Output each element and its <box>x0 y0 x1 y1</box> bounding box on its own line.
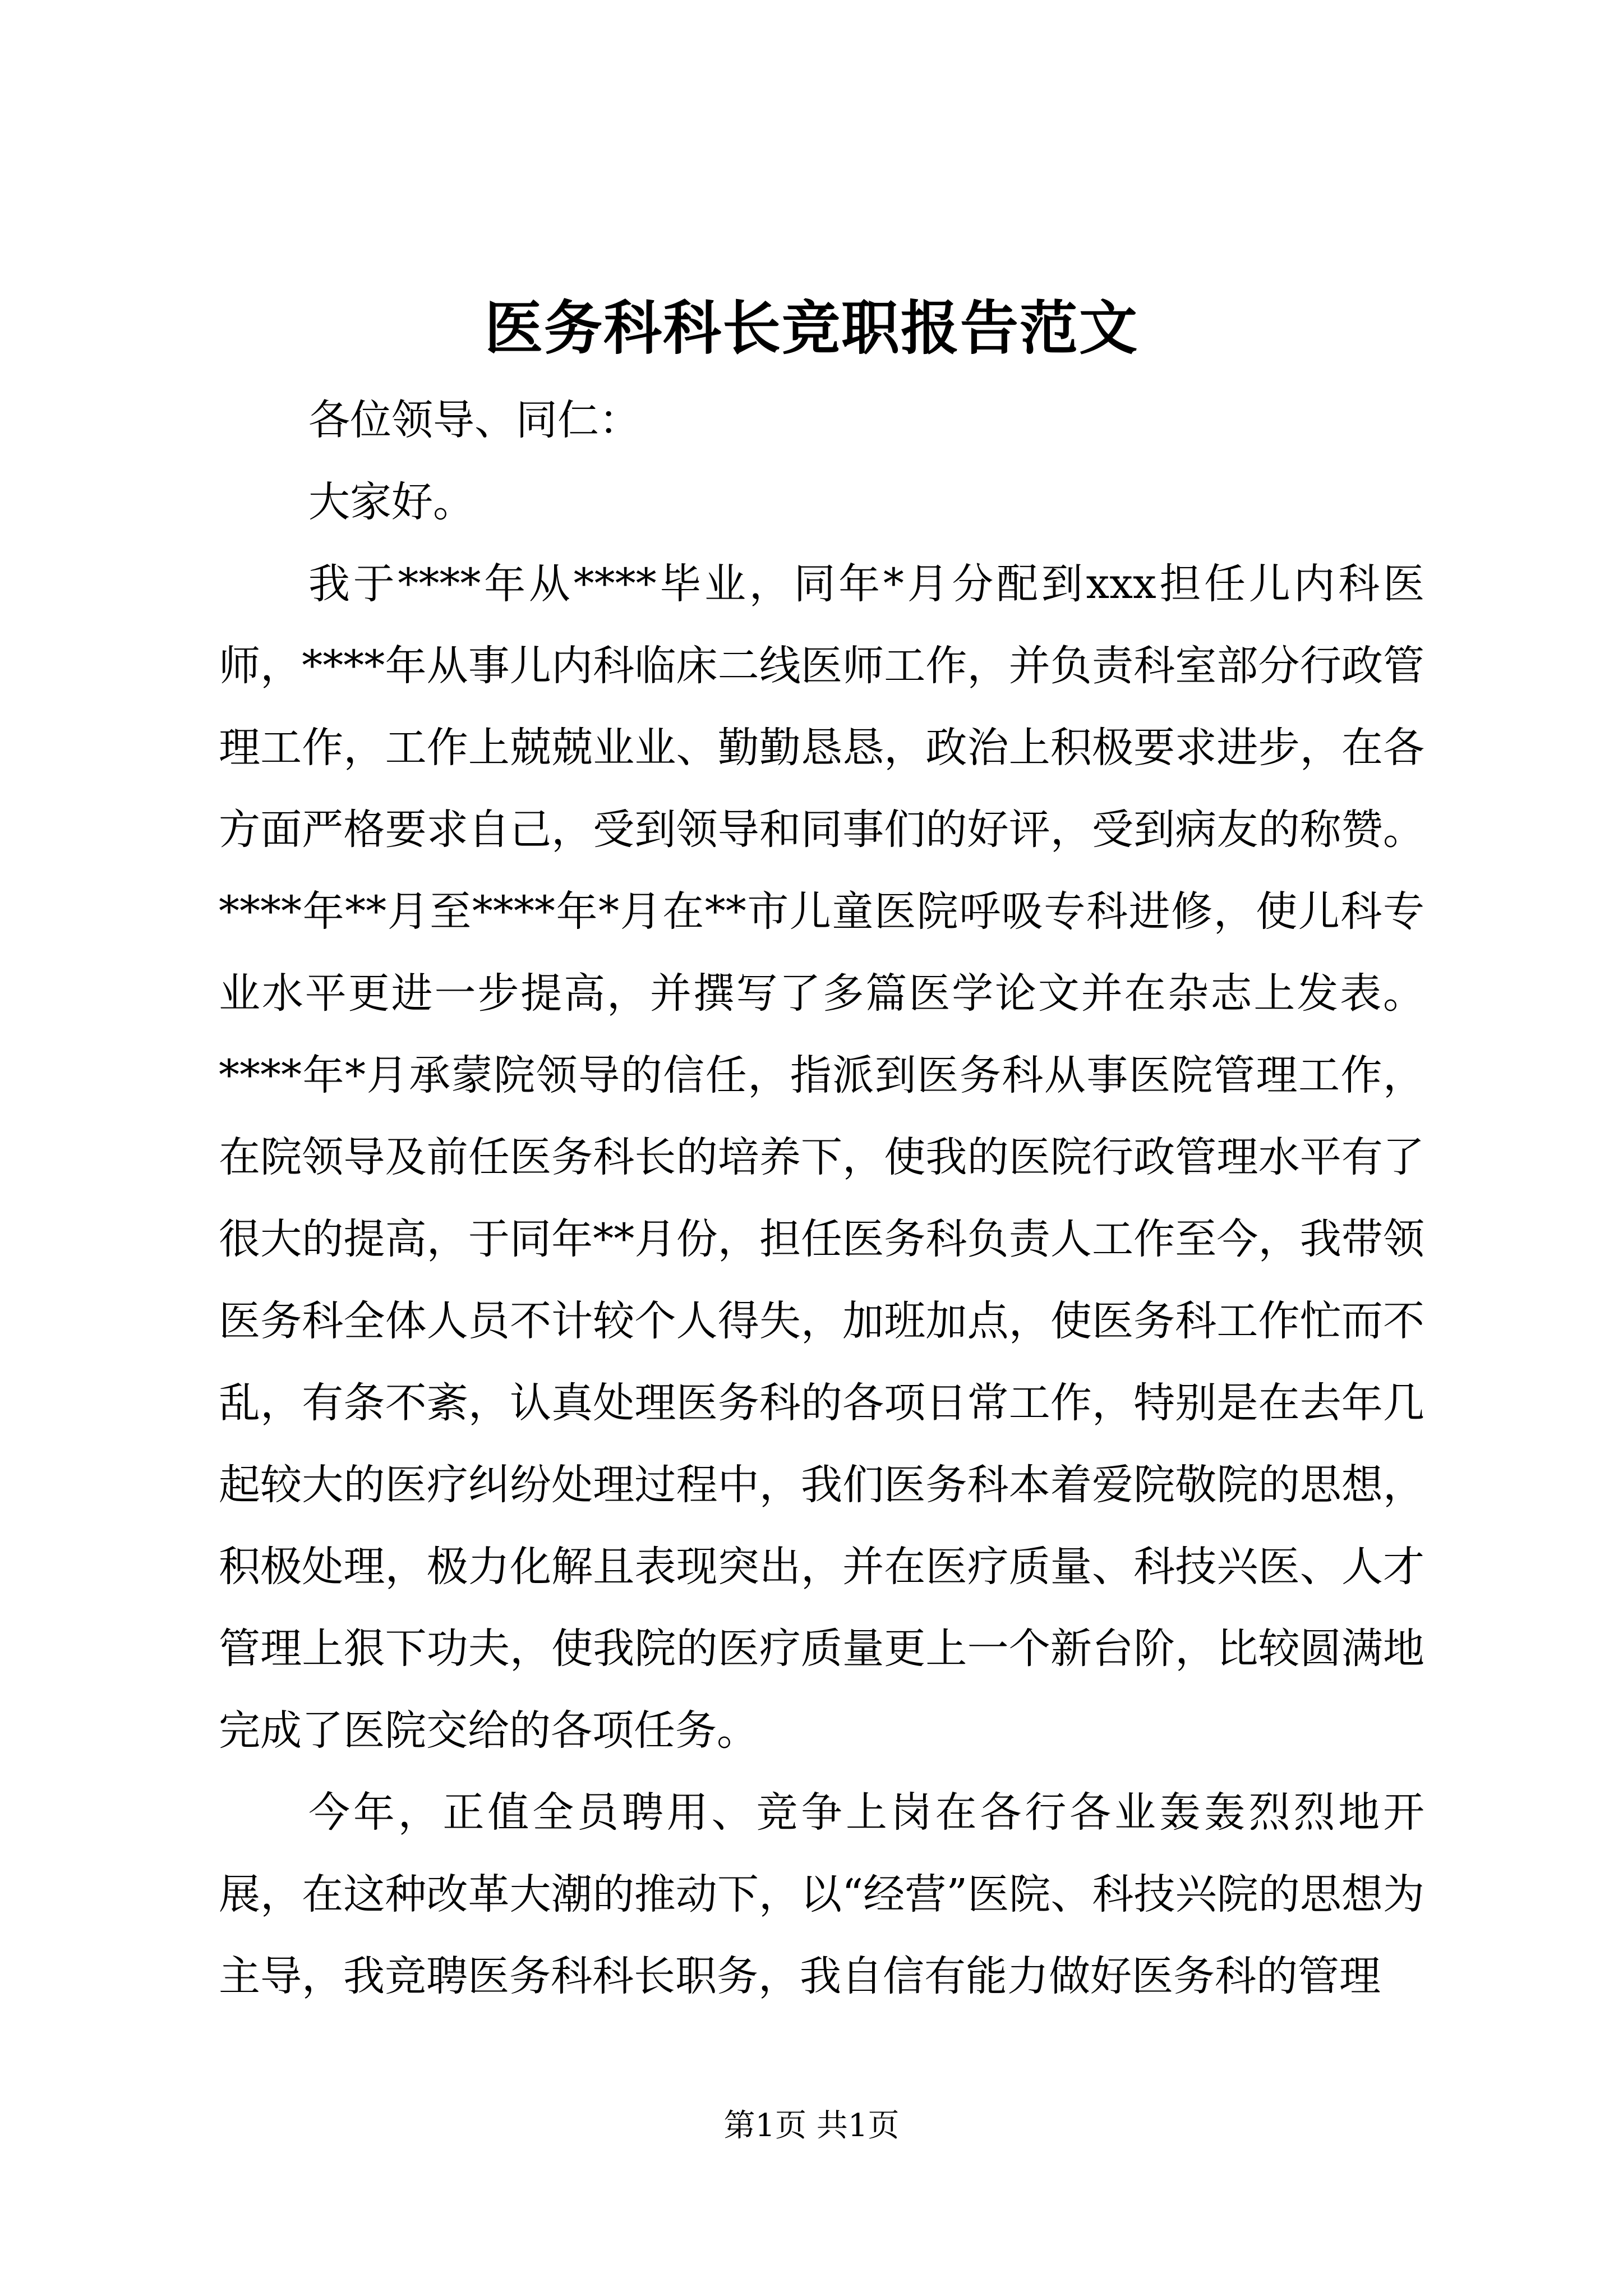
paragraph-salutation: 各位领导、同仁： <box>308 396 640 444</box>
paragraph-greeting: 大家好。 <box>308 478 474 526</box>
document-title: 医务科科长竞职报告范文 <box>484 293 1138 362</box>
paragraph-experience: 我于****年从****毕业，同年*月分配到xxx担任儿内科医师，****年从事儿内科临床二线医师工作，并负责科室部分行政管理工作，工作上兢兢业业、勤勤恳恳，政治上积极要求进步，在各方面严格要求自己，受到领导和同事们的好评，受到病友的称赞。****年**月至****年*月在**市儿童医院呼吸专科进修，使儿科专业水平更进一步提高，并撰写了多篇医学论文并在杂志上发表。****年*月承蒙院领导的信任，指派到医务科从事医院管理工作，在院领导及前任医务科长的培养下，使我的医院行政管理水平有了很大的提高，于同年**月份，担任医务科负责人工作至今，我带领医务科全体人员不计较个人得失，加班加点，使医务科工作忙而不乱，有条不紊，认真处理医务科的各项日常工作，特别是在去年几起较大的医疗纠纷处理过程中，我们医务科本着爱院敬院的思想，积极处理，极力化解且表现突出，并在医疗质量、科技兴医、人才管理上狠下功夫，使我院的医疗质量更上一个新台阶，比较圆满地完成了医院交给的各项任务。 <box>219 560 1424 1755</box>
document-body <box>219 379 1424 2017</box>
page-footer: 第1页 共1页 <box>723 2108 900 2144</box>
paragraph-motivation: 今年，正值全员聘用、竞争上岗在各行各业轰轰烈烈地开展，在这种改革大潮的推动下，以“经营”医院、科技兴院的思想为主导，我竞聘医务科科长职务，我自信有能力做好医务科的管理 <box>219 1788 1424 2000</box>
